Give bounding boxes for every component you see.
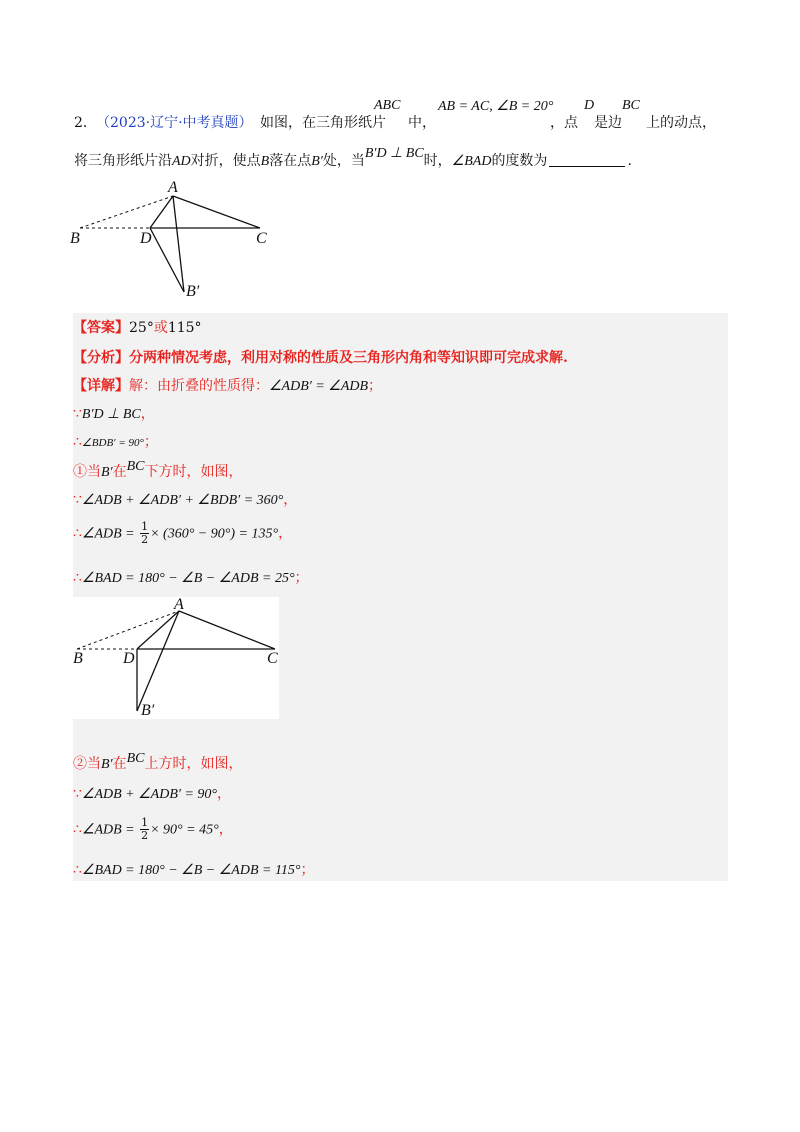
segment-abp	[173, 196, 184, 292]
case1-figure-svg	[73, 597, 279, 719]
label-bp: B′	[186, 283, 200, 300]
detail-line	[73, 375, 382, 395]
because-symbol: ∵	[73, 492, 82, 508]
math-b: B	[260, 154, 270, 169]
step-line	[73, 859, 315, 879]
analysis-text: 分两种情况考虑，利用对称的性质及三角形内角和等知识即可完成求解.	[129, 350, 568, 366]
triangle-figure	[66, 176, 296, 306]
therefore-symbol: ∴	[73, 525, 82, 542]
math-eq: B′D ⊥ BC	[81, 407, 141, 422]
punct: ，	[218, 821, 233, 838]
segment-dbp	[150, 228, 184, 292]
math-bc: BC	[622, 98, 640, 113]
math-ad: AD	[172, 154, 191, 169]
answer-tag: 【答案】	[73, 320, 129, 336]
label-bp: B′	[141, 702, 155, 719]
question-line-2	[74, 146, 632, 170]
step-line	[73, 817, 233, 842]
label-c: C	[256, 230, 267, 247]
punct: ；	[368, 378, 383, 394]
question-line-1	[74, 98, 734, 132]
math-bp: B′	[101, 757, 113, 772]
answer-blank	[549, 152, 625, 167]
dashed-ab	[80, 196, 173, 228]
question-source: （2023·辽宁·中考真题）	[96, 115, 253, 131]
step-line	[73, 431, 158, 451]
solution-panel	[73, 313, 728, 881]
segment-abp	[137, 611, 179, 711]
case-text: 上方时，如图，	[144, 756, 243, 772]
math-bp: B′	[101, 465, 113, 480]
therefore-symbol: ∴	[73, 862, 82, 878]
math-eq: ∠BAD = 180° − ∠B − ∠ADB = 115°	[81, 863, 301, 878]
answer-line	[73, 317, 202, 337]
label-d: D	[123, 650, 135, 667]
segment-ad	[137, 611, 179, 649]
question-number: 2．	[74, 115, 97, 131]
label-b: B	[70, 230, 80, 247]
segment-ad	[150, 196, 173, 228]
frac-num: 1	[141, 816, 149, 829]
case-text: 在	[112, 756, 127, 772]
therefore-symbol: ∴	[73, 821, 82, 838]
punct: ，	[217, 786, 232, 802]
math-eq: ∠ADB + ∠ADB′ + ∠BDB′ = 360°	[81, 493, 284, 508]
therefore-symbol: ∴	[73, 434, 82, 450]
analysis-tag: 【分析】	[73, 350, 129, 366]
detail-tag: 【详解】	[73, 378, 129, 394]
answer-value: 115°	[167, 320, 202, 336]
label-d: D	[140, 230, 152, 247]
math-eq: ∠ADB =	[81, 822, 135, 838]
case2-line	[73, 753, 243, 773]
detail-text: 解：由折叠的性质得：	[129, 378, 269, 394]
dashed-ab	[77, 611, 179, 649]
math-bp: B′	[311, 154, 323, 169]
step-line	[73, 489, 297, 509]
punct: ，	[278, 525, 293, 542]
math-perp: B′D ⊥ BC	[364, 146, 424, 161]
punct: ；	[300, 862, 315, 878]
frac-den: 2	[141, 533, 149, 546]
math-eq: ∠BDB′ = 90°	[81, 437, 144, 449]
question-text: .	[627, 153, 632, 169]
because-symbol: ∵	[73, 786, 82, 802]
question-text: 如图，在三角形纸片	[260, 115, 386, 131]
case1-line	[73, 461, 243, 481]
question-text: ，点	[550, 115, 578, 131]
fraction-half	[140, 521, 149, 546]
step-line	[73, 403, 155, 423]
math-condition: AB = AC, ∠B = 20°	[438, 99, 554, 114]
question-text: 落在点	[269, 153, 312, 169]
math-eq: ∠ADB =	[81, 526, 135, 542]
answer-value: 25°	[129, 320, 154, 336]
case-text: ①当	[73, 464, 101, 480]
math-eq: ∠ADB + ∠ADB′ = 90°	[81, 787, 218, 802]
math-angle: ∠BAD	[451, 154, 492, 169]
case1-figure	[73, 597, 279, 719]
case-text: 在	[112, 464, 127, 480]
question-text: 处，当	[322, 153, 365, 169]
fraction-half	[140, 817, 149, 842]
label-c: C	[267, 650, 278, 667]
because-symbol: ∵	[73, 406, 82, 422]
math-eq: × 90° = 45°	[150, 822, 219, 838]
frac-num: 1	[141, 520, 149, 533]
label-a: A	[168, 179, 178, 196]
answer-or: 或	[153, 320, 168, 336]
question-text: 上的动点，	[646, 115, 716, 131]
math-d: D	[584, 98, 595, 113]
punct: ，	[140, 406, 155, 422]
label-b: B	[73, 650, 83, 667]
punct: ，	[283, 492, 298, 508]
punct: ；	[294, 570, 309, 586]
math-abc: ABC	[374, 98, 401, 113]
math-eq: ∠BAD = 180° − ∠B − ∠ADB = 25°	[81, 571, 295, 586]
step-line	[73, 521, 292, 546]
segment-ac	[173, 196, 260, 228]
therefore-symbol: ∴	[73, 570, 82, 586]
segment-ac	[179, 611, 275, 649]
question-text: 对折，使点	[190, 153, 261, 169]
case-text: 下方时，如图，	[144, 464, 243, 480]
math-eq: × (360° − 90°) = 135°	[150, 526, 279, 542]
math-bc: BC	[126, 751, 145, 766]
step-line	[73, 567, 309, 587]
math-eq: ∠ADB′ = ∠ADB	[269, 379, 369, 394]
question-text: 时，	[423, 153, 452, 169]
question-text: 中，	[408, 115, 436, 131]
step-line	[73, 783, 231, 803]
question-text: 将三角形纸片沿	[74, 153, 172, 169]
question-text: 是边	[594, 115, 622, 131]
frac-den: 2	[141, 829, 149, 842]
question-text: 的度数为	[491, 153, 548, 169]
case-text: ②当	[73, 756, 101, 772]
analysis-line	[73, 347, 568, 367]
math-bc: BC	[126, 459, 145, 474]
label-a: A	[174, 597, 184, 613]
punct: ；	[143, 434, 158, 450]
